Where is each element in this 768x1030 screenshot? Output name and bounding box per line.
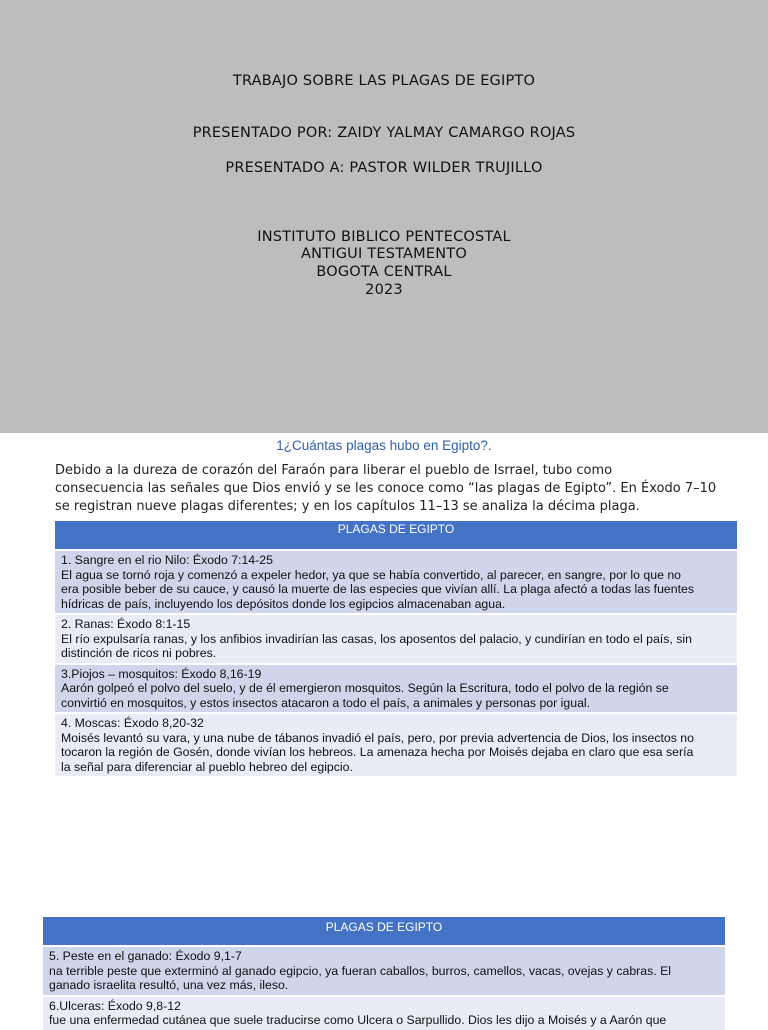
table-header: PLAGAS DE EGIPTO (43, 917, 725, 945)
question-heading: 1¿Cuántas plagas hubo en Egipto?. (276, 438, 492, 453)
location: BOGOTA CENTRAL (316, 264, 452, 280)
institute-name: INSTITUTO BIBLICO PENTECOSTAL (257, 229, 511, 245)
row-text: fue una enfermedad cutánea que suele traducirse como Ulcera o Sarpullido. Dios les dijo a Moisés y a Aarón que (49, 1013, 667, 1027)
row-heading: 6.Ulceras: Éxodo 9,8-12 (49, 998, 181, 1013)
row-text: hídricas de país, incluyendo los depósitos donde los egipcios almacenaban agua. (61, 596, 506, 611)
row-text: Aarón golpeó el polvo del suelo, y de él emergieron mosquitos. Según la Escritura, todo el polvo de la región se (61, 681, 669, 695)
presented-to: PRESENTADO A: PASTOR WILDER TRUJILLO (225, 160, 543, 176)
row-heading: 1. Sangre en el rio Nilo: Éxodo 7:14-25 (61, 553, 273, 567)
table-row (55, 549, 737, 613)
row-text: convirtió en mosquitos, y estos insectos atacaron a todo el país, a animales y personas por igual. (61, 695, 591, 710)
row-heading: 5. Peste en el ganado: Éxodo 9,1-7 (49, 949, 242, 963)
row-text: la señal para diferenciar al pueblo hebreo del egipcio. (61, 759, 353, 774)
subject-name: ANTIGUI TESTAMENTO (301, 246, 467, 262)
row-text: Moisés levantó su vara, y una nube de tábanos invadió el país, pero, por previa advertencia de Dios, los insectos no (61, 730, 694, 745)
row-heading: 3.Piojos – mosquitos: Éxodo 8,16-19 (61, 666, 262, 681)
row-text: distinción de ricos ni pobres. (61, 646, 217, 660)
year: 2023 (365, 282, 403, 298)
cover-title: TRABAJO SOBRE LAS PLAGAS DE EGIPTO (232, 73, 536, 89)
table-row (55, 613, 737, 663)
row-text: tocaron la región de Gosén, donde vivían los hebreos. La amenaza hecha por Moisés dejaba en claro que esa sería (61, 745, 694, 759)
intro-line: Debido a la dureza de corazón del Faraón para liberar el pueblo de Isrrael, tubo como (55, 463, 613, 478)
table-row (55, 663, 737, 713)
table-row (43, 945, 725, 995)
row-text: era posible beber de su cauce, y causó la muerte de las especies que vivían allí. La plaga afectó a todas las fuentes (61, 582, 695, 596)
row-text: El río expulsaría ranas, y los anfibios invadirían las casas, los aposentos del palacio, y cundirían en todo el país, sin (61, 631, 692, 646)
table-row (43, 995, 725, 1030)
table-header: PLAGAS DE EGIPTO (55, 521, 737, 549)
cover-page (0, 0, 768, 433)
intro-line: consecuencia las señales que Dios envió y se les conoce como “las plagas de Egipto”. En Éxodo 7–10 (55, 481, 717, 496)
plagues-table-2 (43, 917, 725, 1030)
row-heading: 2. Ranas: Éxodo 8:1-15 (61, 617, 191, 631)
row-text: na terrible peste que exterminó al ganado egipcio, ya fueran caballos, burros, camellos, vacas, ovejas y cabras. El (49, 963, 672, 978)
presented-by: PRESENTADO POR: ZAIDY YALMAY CAMARGO ROJAS (192, 125, 576, 141)
intro-line: se registran nueve plagas diferentes; y en los capítulos 11–13 se analiza la décima plaga. (55, 499, 640, 514)
row-heading: 4. Moscas: Éxodo 8,20-32 (61, 716, 204, 730)
row-text: El agua se tornó roja y comenzó a expeler hedor, ya que se había convertido, al parecer, en sangre, por lo que no (61, 567, 682, 582)
plagues-table-1 (55, 521, 737, 776)
intro-paragraph (55, 462, 745, 516)
table-row (55, 712, 737, 776)
row-text: ganado israelita resultó, una vez más, ileso. (49, 978, 289, 992)
